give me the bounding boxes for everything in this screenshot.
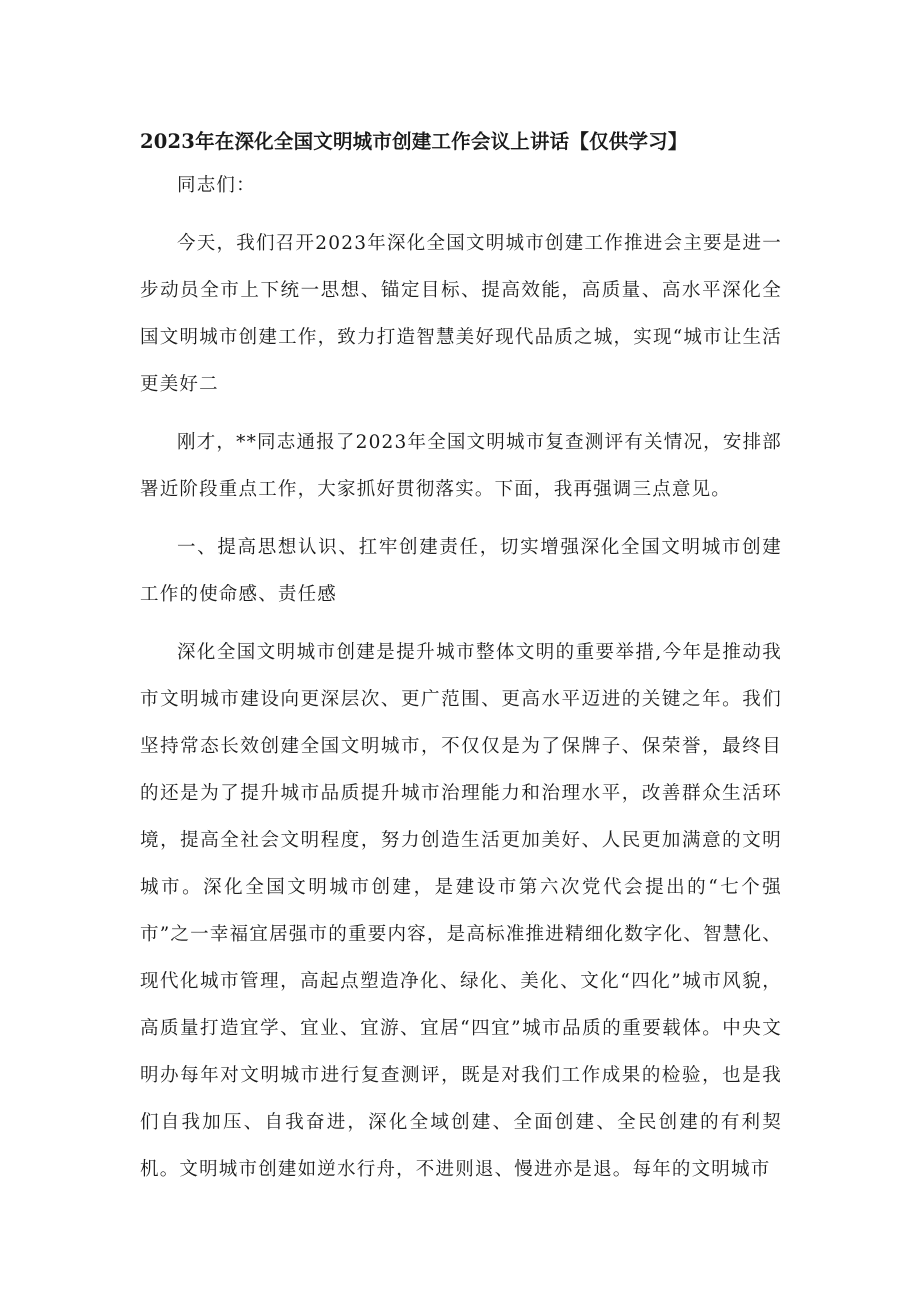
report-paragraph: 刚才，**同志通报了2023年全国文明城市复查测评有关情况，安排部署近阶段重点工作，大家抓好贯彻落实。下面，我再强调三点意见。 xyxy=(140,432,782,500)
section-heading-paragraph: 一、提高思想认识、扛牢创建责任，切实增强深化全国文明城市创建工作的使命感、责任感 xyxy=(140,537,782,605)
document-title: 2023年在深化全国文明城市创建工作会议上讲话【仅供学习】 xyxy=(140,130,688,153)
document-body xyxy=(140,162,782,1204)
opening-paragraph: 今天，我们召开2023年深化全国文明城市创建工作推进会主要是进一步动员全市上下统一思想、锚定目标、提高效能，高质量、高水平深化全国文明城市创建工作，致力打造智慧美好现代品质之城，实现“城市让生活更美好二 xyxy=(140,233,782,395)
salutation-paragraph: 同志们： xyxy=(177,175,256,196)
body-paragraph: 深化全国文明城市创建是提升城市整体文明的重要举措,今年是推动我市文明城市建设向更深层次、更广范围、更高水平迈进的关键之年。我们坚持常态长效创建全国文明城市，不仅仅是为了保牌子、保荣誉，最终目的还是为了提升城市品质提升城市治理能力和治理水平，改善群众生活环境，提高全社会文明程度，努力创造生活更加美好、人民更加满意的文明城市。深化全国文明城市创建，是建设市第六次党代会提出的“七个强市”之一幸福宜居强市的重要内容，是高标准推进精细化数字化、智慧化、现代化城市管理，高起点塑造净化、绿化、美化、文化“四化”城市风貌，高质量打造宜学、宜业、宜游、宜居“四宜”城市品质的重要载体。中央文明办每年对文明城市进行复查测评，既是对我们工作成果的检验，也是我们自我加压、自我奋进，深化全域创建、全面创建、全民创建的有利契机。文明城市创建如逆水行舟，不进则退、慢进亦是退。每年的文明城市 xyxy=(140,642,782,1180)
